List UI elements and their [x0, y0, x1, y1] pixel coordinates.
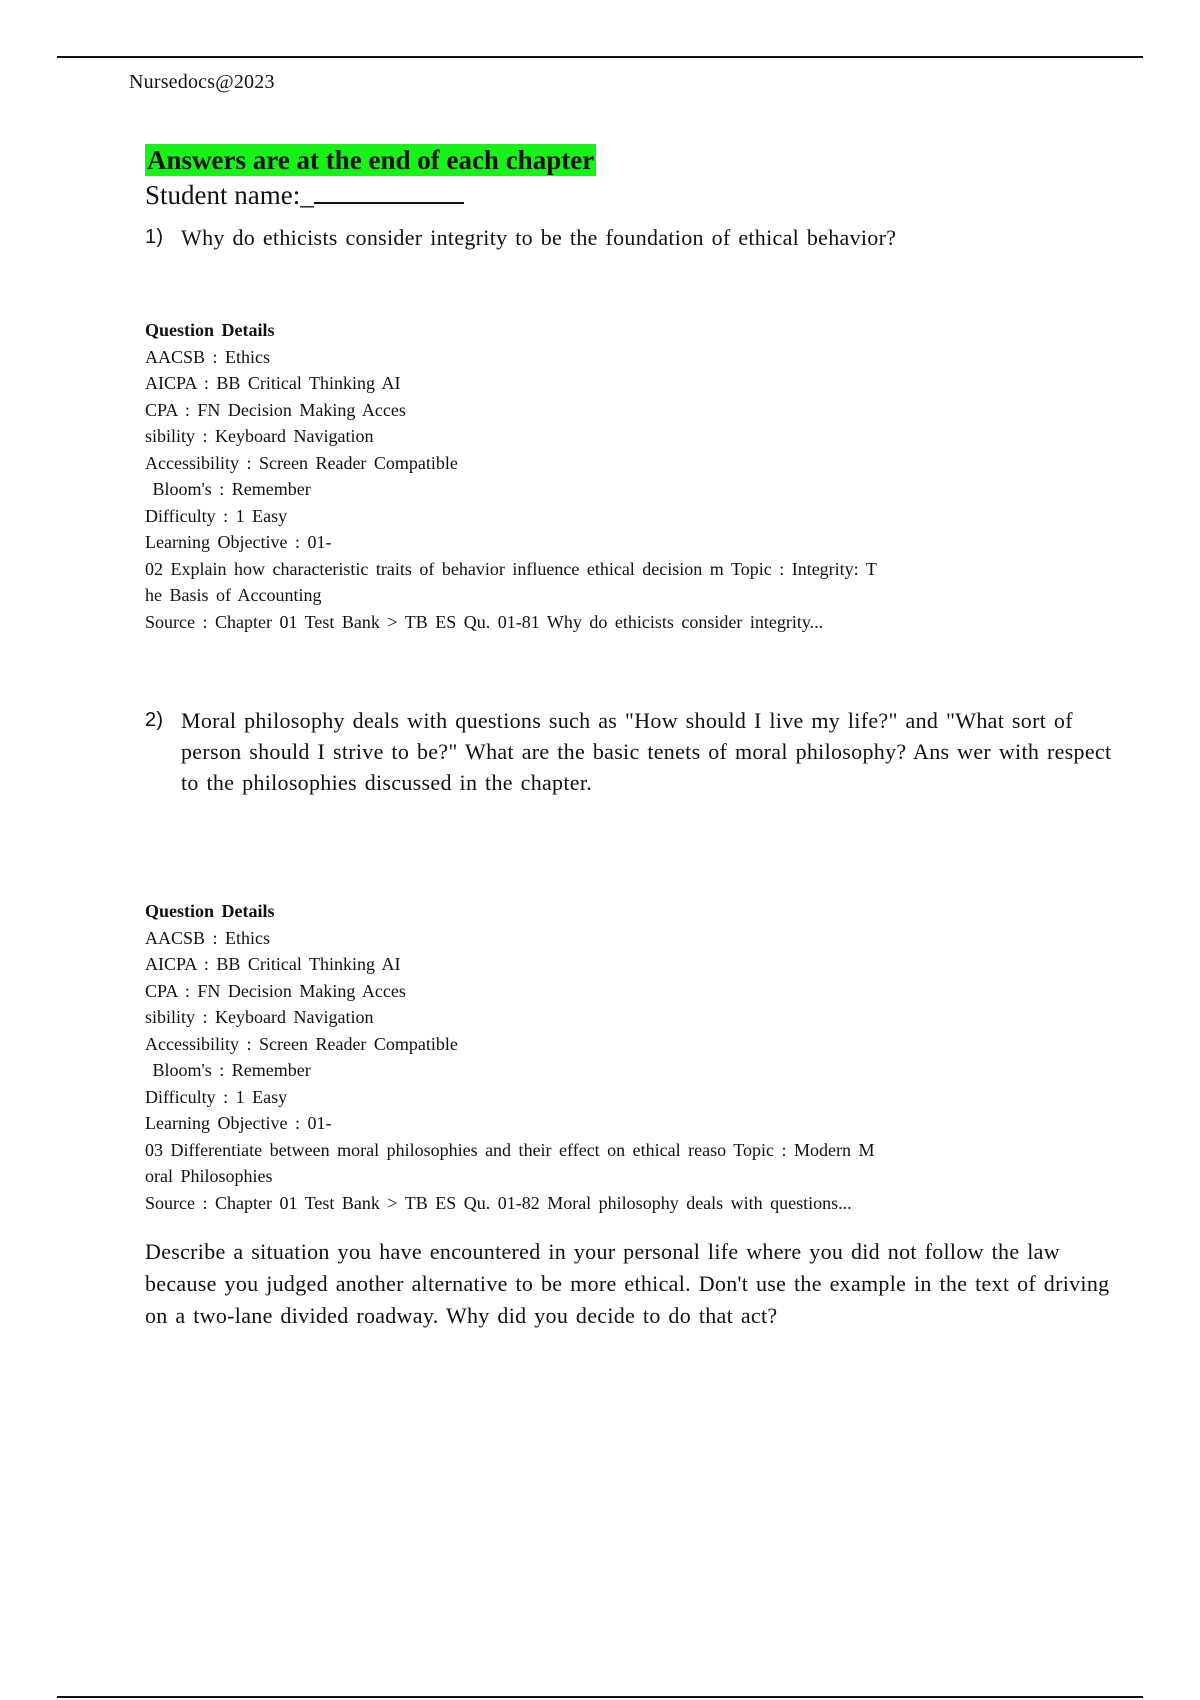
spacer — [145, 635, 1135, 705]
student-name-line — [145, 178, 1135, 212]
q1-detail-line: Learning Objective : 01- — [145, 532, 332, 552]
question-1-text: Why do ethicists consider integrity to be the foundation of ethical behavior? — [181, 225, 897, 250]
q1-detail-line: sibility : Keyboard Navigation — [145, 426, 374, 446]
q2-detail-line: Bloom's : Remember — [145, 1060, 311, 1080]
student-name-blank[interactable] — [314, 180, 464, 204]
q1-detail-line: Difficulty : 1 Easy — [145, 505, 288, 526]
q2-detail-line: CPA : FN Decision Making Acces — [145, 980, 406, 1001]
top-rule — [57, 56, 1143, 58]
q1-detail-line: he Basis of Accounting — [145, 585, 322, 605]
q2-detail-line: 03 Differentiate between moral philosophies and their effect on ethical reaso Topic : Modern M — [145, 1139, 875, 1160]
q2-detail-line: Difficulty : 1 Easy — [145, 1086, 288, 1107]
question-2-details-title: Question Details — [145, 901, 275, 921]
student-name-label: Student name:_ — [145, 180, 314, 210]
q1-detail-line: Accessibility : Screen Reader Compatible — [145, 452, 458, 473]
header-watermark: Nursedocs@2023 — [129, 71, 275, 93]
question-1-number: 1) — [145, 226, 164, 248]
bottom-rule — [57, 1696, 1143, 1698]
question-2-details — [145, 898, 1135, 1216]
q1-detail-line: AACSB : Ethics — [145, 346, 271, 367]
question-2-text: Moral philosophy deals with questions such as "How should I live my life?" and "What sort of person should I strive to be?" What are the basic tenets of moral philosophy? Ans wer with respect to the philosophies discussed in the chapter. — [181, 708, 1112, 795]
q2-detail-line: oral Philosophies — [145, 1166, 273, 1186]
q1-detail-line: CPA : FN Decision Making Acces — [145, 399, 406, 420]
q2-detail-line: sibility : Keyboard Navigation — [145, 1007, 374, 1027]
document-body — [145, 144, 1135, 1332]
question-1 — [145, 222, 1135, 253]
q2-detail-line: AICPA : BB Critical Thinking AI — [145, 954, 401, 974]
answers-banner: Answers are at the end of each chapter — [147, 145, 595, 175]
question-2 — [145, 705, 1135, 798]
q2-detail-line: AACSB : Ethics — [145, 927, 271, 948]
question-2-number: 2) — [145, 709, 164, 731]
question-1-details — [145, 317, 1135, 635]
q1-detail-line: AICPA : BB Critical Thinking AI — [145, 373, 401, 393]
scenario-question: Describe a situation you have encountered in your personal life where you did not follow the law because you judged another alternative to be more ethical. Don't use the example in the text of driving on a two-lane divided roadway. Why did you decide to do that act? — [145, 1239, 1110, 1328]
banner-row — [145, 144, 1135, 176]
q2-detail-line: Source : Chapter 01 Test Bank > TB ES Qu. 01-82 Moral philosophy deals with questions... — [145, 1192, 852, 1213]
q2-detail-line: Learning Objective : 01- — [145, 1113, 332, 1133]
q2-detail-line: Accessibility : Screen Reader Compatible — [145, 1033, 458, 1054]
q1-detail-line: Bloom's : Remember — [145, 479, 311, 499]
question-1-details-title: Question Details — [145, 320, 275, 340]
q1-detail-line: Source : Chapter 01 Test Bank > TB ES Qu. 01-81 Why do ethicists consider integrity... — [145, 611, 824, 632]
q1-detail-line: 02 Explain how characteristic traits of behavior influence ethical decision m Topic : Integrity: T — [145, 558, 877, 579]
